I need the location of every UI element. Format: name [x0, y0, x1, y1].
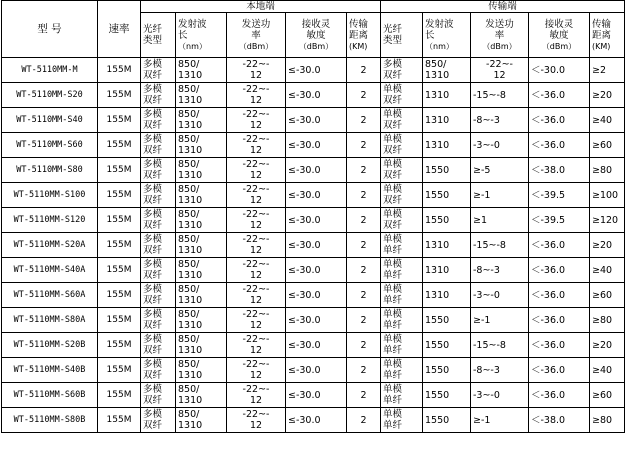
local-wavelength-cell: 850/ 1310 — [176, 208, 227, 233]
remote-distance-cell: ≥60 — [590, 383, 625, 408]
speed-cell: 155M — [98, 83, 141, 108]
remote-fiber-cell: 单模 单纤 — [381, 408, 423, 433]
table-row — [2, 308, 625, 333]
table-row — [2, 133, 625, 158]
remote-fiber-cell: 单模 双纤 — [381, 158, 423, 183]
remote-distance-cell: ≥80 — [590, 308, 625, 333]
local-distance-cell: 2 — [347, 233, 381, 258]
local-sensitivity-cell: ≤-30.0 — [286, 308, 347, 333]
table-row — [2, 58, 625, 83]
local-distance-cell: 2 — [347, 283, 381, 308]
header-local-group: 本地端 — [141, 1, 381, 13]
remote-power-cell: ≥-1 — [471, 183, 529, 208]
local-fiber-cell: 多模 双纤 — [141, 83, 176, 108]
local-distance-cell: 2 — [347, 133, 381, 158]
remote-wavelength-cell: 1550 — [423, 408, 471, 433]
local-sensitivity-cell: ≤-30.0 — [286, 333, 347, 358]
header-remote-power: 发送功 率 （dBm） — [471, 13, 529, 58]
remote-sensitivity-cell: ＜-36.0 — [529, 358, 590, 383]
local-power-cell: -22~- 12 — [227, 83, 286, 108]
local-sensitivity-cell: ≤-30.0 — [286, 408, 347, 433]
local-wavelength-cell: 850/ 1310 — [176, 333, 227, 358]
local-wavelength-cell: 850/ 1310 — [176, 383, 227, 408]
local-power-cell: -22~- 12 — [227, 158, 286, 183]
speed-cell: 155M — [98, 333, 141, 358]
remote-wavelength-cell: 1310 — [423, 283, 471, 308]
remote-sensitivity-cell: ＜-39.5 — [529, 208, 590, 233]
local-fiber-cell: 多模 双纤 — [141, 133, 176, 158]
local-fiber-cell: 多模 双纤 — [141, 358, 176, 383]
local-fiber-cell: 多模 双纤 — [141, 108, 176, 133]
header-local-fiber: 光纤 类型 — [141, 13, 176, 58]
speed-cell: 155M — [98, 183, 141, 208]
table-row — [2, 283, 625, 308]
local-power-cell: -22~- 12 — [227, 333, 286, 358]
remote-sensitivity-cell: ＜-38.0 — [529, 408, 590, 433]
remote-wavelength-cell: 1550 — [423, 183, 471, 208]
local-fiber-cell: 多模 双纤 — [141, 183, 176, 208]
remote-fiber-cell: 单模 单纤 — [381, 258, 423, 283]
speed-cell: 155M — [98, 108, 141, 133]
table-row — [2, 408, 625, 433]
header-remote-distance: 传输 距离 (KM) — [590, 13, 625, 58]
remote-power-cell: ≥1 — [471, 208, 529, 233]
header-local-wavelength: 发射波 长 （nm） — [176, 13, 227, 58]
local-distance-cell: 2 — [347, 208, 381, 233]
local-sensitivity-cell: ≤-30.0 — [286, 383, 347, 408]
table-row — [2, 233, 625, 258]
speed-cell: 155M — [98, 133, 141, 158]
remote-fiber-cell: 单模 单纤 — [381, 333, 423, 358]
local-distance-cell: 2 — [347, 83, 381, 108]
remote-wavelength-cell: 1550 — [423, 358, 471, 383]
local-power-cell: -22~- 12 — [227, 208, 286, 233]
remote-power-cell: -3~-0 — [471, 133, 529, 158]
remote-fiber-cell: 单模 单纤 — [381, 233, 423, 258]
model-cell: WT-5110MM-S80B — [2, 408, 98, 433]
remote-wavelength-cell: 1550 — [423, 208, 471, 233]
remote-distance-cell: ≥60 — [590, 133, 625, 158]
remote-sensitivity-cell: ＜-36.0 — [529, 258, 590, 283]
remote-wavelength-cell: 1310 — [423, 83, 471, 108]
model-cell: WT-5110MM-S20B — [2, 333, 98, 358]
header-speed: 速率 — [98, 1, 141, 58]
remote-power-cell: -15~-8 — [471, 233, 529, 258]
local-distance-cell: 2 — [347, 308, 381, 333]
remote-sensitivity-cell: ＜-36.0 — [529, 83, 590, 108]
speed-cell: 155M — [98, 383, 141, 408]
local-distance-cell: 2 — [347, 158, 381, 183]
local-power-cell: -22~- 12 — [227, 133, 286, 158]
local-fiber-cell: 多模 双纤 — [141, 308, 176, 333]
remote-fiber-cell: 单模 双纤 — [381, 83, 423, 108]
header-remote-wavelength: 发射波 长 （nm） — [423, 13, 471, 58]
local-sensitivity-cell: ≤-30.0 — [286, 283, 347, 308]
remote-wavelength-cell: 1310 — [423, 258, 471, 283]
local-power-cell: -22~- 12 — [227, 308, 286, 333]
local-sensitivity-cell: ≤-30.0 — [286, 158, 347, 183]
table-row — [2, 358, 625, 383]
remote-wavelength-cell: 1550 — [423, 308, 471, 333]
local-sensitivity-cell: ≤-30.0 — [286, 133, 347, 158]
header-local-sensitivity: 接收灵 敏度 （dBm） — [286, 13, 347, 58]
local-fiber-cell: 多模 双纤 — [141, 333, 176, 358]
local-fiber-cell: 多模 双纤 — [141, 208, 176, 233]
speed-cell: 155M — [98, 208, 141, 233]
local-wavelength-cell: 850/ 1310 — [176, 308, 227, 333]
header-local-distance: 传输 距离 (KM) — [347, 13, 381, 58]
local-sensitivity-cell: ≤-30.0 — [286, 208, 347, 233]
remote-wavelength-cell: 1310 — [423, 133, 471, 158]
local-distance-cell: 2 — [347, 108, 381, 133]
remote-distance-cell: ≥120 — [590, 208, 625, 233]
speed-cell: 155M — [98, 158, 141, 183]
remote-fiber-cell: 单模 单纤 — [381, 283, 423, 308]
table-row — [2, 383, 625, 408]
speed-cell: 155M — [98, 258, 141, 283]
remote-sensitivity-cell: ＜-36.0 — [529, 283, 590, 308]
remote-distance-cell: ≥20 — [590, 83, 625, 108]
speed-cell: 155M — [98, 408, 141, 433]
remote-power-cell: -22~- 12 — [471, 58, 529, 83]
spec-table — [1, 0, 625, 433]
remote-power-cell: -3~-0 — [471, 283, 529, 308]
model-cell: WT-5110MM-S40A — [2, 258, 98, 283]
local-power-cell: -22~- 12 — [227, 108, 286, 133]
local-wavelength-cell: 850/ 1310 — [176, 108, 227, 133]
local-distance-cell: 2 — [347, 358, 381, 383]
remote-distance-cell: ≥80 — [590, 408, 625, 433]
remote-sensitivity-cell: ＜-36.0 — [529, 333, 590, 358]
header-local-power: 发送功 率 （dBm） — [227, 13, 286, 58]
remote-distance-cell: ≥40 — [590, 108, 625, 133]
remote-sensitivity-cell: ＜-36.0 — [529, 383, 590, 408]
local-distance-cell: 2 — [347, 383, 381, 408]
local-wavelength-cell: 850/ 1310 — [176, 158, 227, 183]
local-fiber-cell: 多模 双纤 — [141, 158, 176, 183]
local-sensitivity-cell: ≤-30.0 — [286, 183, 347, 208]
local-power-cell: -22~- 12 — [227, 358, 286, 383]
local-fiber-cell: 多模 双纤 — [141, 283, 176, 308]
local-wavelength-cell: 850/ 1310 — [176, 408, 227, 433]
model-cell: WT-5110MM-S80 — [2, 158, 98, 183]
remote-fiber-cell: 单模 双纤 — [381, 133, 423, 158]
remote-power-cell: -15~-8 — [471, 333, 529, 358]
table-row — [2, 183, 625, 208]
model-cell: WT-5110MM-S20 — [2, 83, 98, 108]
table-row — [2, 208, 625, 233]
model-cell: WT-5110MM-S120 — [2, 208, 98, 233]
local-wavelength-cell: 850/ 1310 — [176, 283, 227, 308]
remote-sensitivity-cell: ＜-36.0 — [529, 233, 590, 258]
table-row — [2, 108, 625, 133]
remote-sensitivity-cell: ＜-30.0 — [529, 58, 590, 83]
local-wavelength-cell: 850/ 1310 — [176, 233, 227, 258]
model-cell: WT-5110MM-M — [2, 58, 98, 83]
remote-wavelength-cell: 1550 — [423, 333, 471, 358]
speed-cell: 155M — [98, 233, 141, 258]
local-wavelength-cell: 850/ 1310 — [176, 358, 227, 383]
remote-sensitivity-cell: ＜-38.0 — [529, 158, 590, 183]
local-distance-cell: 2 — [347, 58, 381, 83]
remote-wavelength-cell: 1550 — [423, 158, 471, 183]
remote-wavelength-cell: 1310 — [423, 233, 471, 258]
header-remote-sensitivity: 接收灵 敏度 （dBm） — [529, 13, 590, 58]
local-wavelength-cell: 850/ 1310 — [176, 183, 227, 208]
remote-sensitivity-cell: ＜-39.5 — [529, 183, 590, 208]
model-cell: WT-5110MM-S80A — [2, 308, 98, 333]
local-distance-cell: 2 — [347, 333, 381, 358]
remote-distance-cell: ≥40 — [590, 358, 625, 383]
remote-wavelength-cell: 1310 — [423, 108, 471, 133]
remote-fiber-cell: 单模 双纤 — [381, 108, 423, 133]
header-model: 型 号 — [2, 1, 98, 58]
remote-fiber-cell: 单模 双纤 — [381, 208, 423, 233]
model-cell: WT-5110MM-S20A — [2, 233, 98, 258]
remote-power-cell: ≥-1 — [471, 308, 529, 333]
local-power-cell: -22~- 12 — [227, 383, 286, 408]
table-row — [2, 158, 625, 183]
remote-power-cell: ≥-5 — [471, 158, 529, 183]
local-sensitivity-cell: ≤-30.0 — [286, 358, 347, 383]
table-body — [2, 58, 625, 433]
model-cell: WT-5110MM-S40 — [2, 108, 98, 133]
local-fiber-cell: 多模 双纤 — [141, 258, 176, 283]
local-fiber-cell: 多模 双纤 — [141, 233, 176, 258]
remote-sensitivity-cell: ＜-36.0 — [529, 133, 590, 158]
remote-fiber-cell: 单模 双纤 — [381, 183, 423, 208]
local-fiber-cell: 多模 双纤 — [141, 408, 176, 433]
local-power-cell: -22~- 12 — [227, 283, 286, 308]
remote-fiber-cell: 单模 单纤 — [381, 308, 423, 333]
local-power-cell: -22~- 12 — [227, 258, 286, 283]
model-cell: WT-5110MM-S60 — [2, 133, 98, 158]
remote-fiber-cell: 多模 双纤 — [381, 58, 423, 83]
local-fiber-cell: 多模 双纤 — [141, 383, 176, 408]
remote-power-cell: -8~-3 — [471, 108, 529, 133]
model-cell: WT-5110MM-S60A — [2, 283, 98, 308]
local-fiber-cell: 多模 双纤 — [141, 58, 176, 83]
remote-power-cell: -8~-3 — [471, 358, 529, 383]
local-sensitivity-cell: ≤-30.0 — [286, 83, 347, 108]
local-sensitivity-cell: ≤-30.0 — [286, 258, 347, 283]
local-distance-cell: 2 — [347, 183, 381, 208]
remote-distance-cell: ≥100 — [590, 183, 625, 208]
speed-cell: 155M — [98, 358, 141, 383]
local-distance-cell: 2 — [347, 258, 381, 283]
remote-wavelength-cell: 850/ 1310 — [423, 58, 471, 83]
local-wavelength-cell: 850/ 1310 — [176, 83, 227, 108]
remote-sensitivity-cell: ＜-36.0 — [529, 308, 590, 333]
speed-cell: 155M — [98, 308, 141, 333]
model-cell: WT-5110MM-S100 — [2, 183, 98, 208]
remote-power-cell: -3~-0 — [471, 383, 529, 408]
local-power-cell: -22~- 12 — [227, 183, 286, 208]
remote-distance-cell: ≥2 — [590, 58, 625, 83]
local-sensitivity-cell: ≤-30.0 — [286, 233, 347, 258]
local-wavelength-cell: 850/ 1310 — [176, 258, 227, 283]
remote-fiber-cell: 单模 单纤 — [381, 358, 423, 383]
table-row — [2, 333, 625, 358]
remote-distance-cell: ≥20 — [590, 233, 625, 258]
table-row — [2, 258, 625, 283]
model-cell: WT-5110MM-S60B — [2, 383, 98, 408]
header-remote-group: 传输端 — [381, 1, 625, 13]
table-row — [2, 83, 625, 108]
remote-sensitivity-cell: ＜-36.0 — [529, 108, 590, 133]
local-distance-cell: 2 — [347, 408, 381, 433]
header-remote-fiber: 光纤 类型 — [381, 13, 423, 58]
remote-distance-cell: ≥20 — [590, 333, 625, 358]
local-wavelength-cell: 850/ 1310 — [176, 133, 227, 158]
remote-wavelength-cell: 1550 — [423, 383, 471, 408]
remote-distance-cell: ≥40 — [590, 258, 625, 283]
remote-power-cell: -15~-8 — [471, 83, 529, 108]
local-power-cell: -22~- 12 — [227, 408, 286, 433]
local-power-cell: -22~- 12 — [227, 58, 286, 83]
remote-fiber-cell: 单模 单纤 — [381, 383, 423, 408]
model-cell: WT-5110MM-S40B — [2, 358, 98, 383]
remote-power-cell: ≥-1 — [471, 408, 529, 433]
remote-power-cell: -8~-3 — [471, 258, 529, 283]
local-sensitivity-cell: ≤-30.0 — [286, 58, 347, 83]
speed-cell: 155M — [98, 283, 141, 308]
remote-distance-cell: ≥60 — [590, 283, 625, 308]
local-wavelength-cell: 850/ 1310 — [176, 58, 227, 83]
local-sensitivity-cell: ≤-30.0 — [286, 108, 347, 133]
speed-cell: 155M — [98, 58, 141, 83]
local-power-cell: -22~- 12 — [227, 233, 286, 258]
remote-distance-cell: ≥80 — [590, 158, 625, 183]
